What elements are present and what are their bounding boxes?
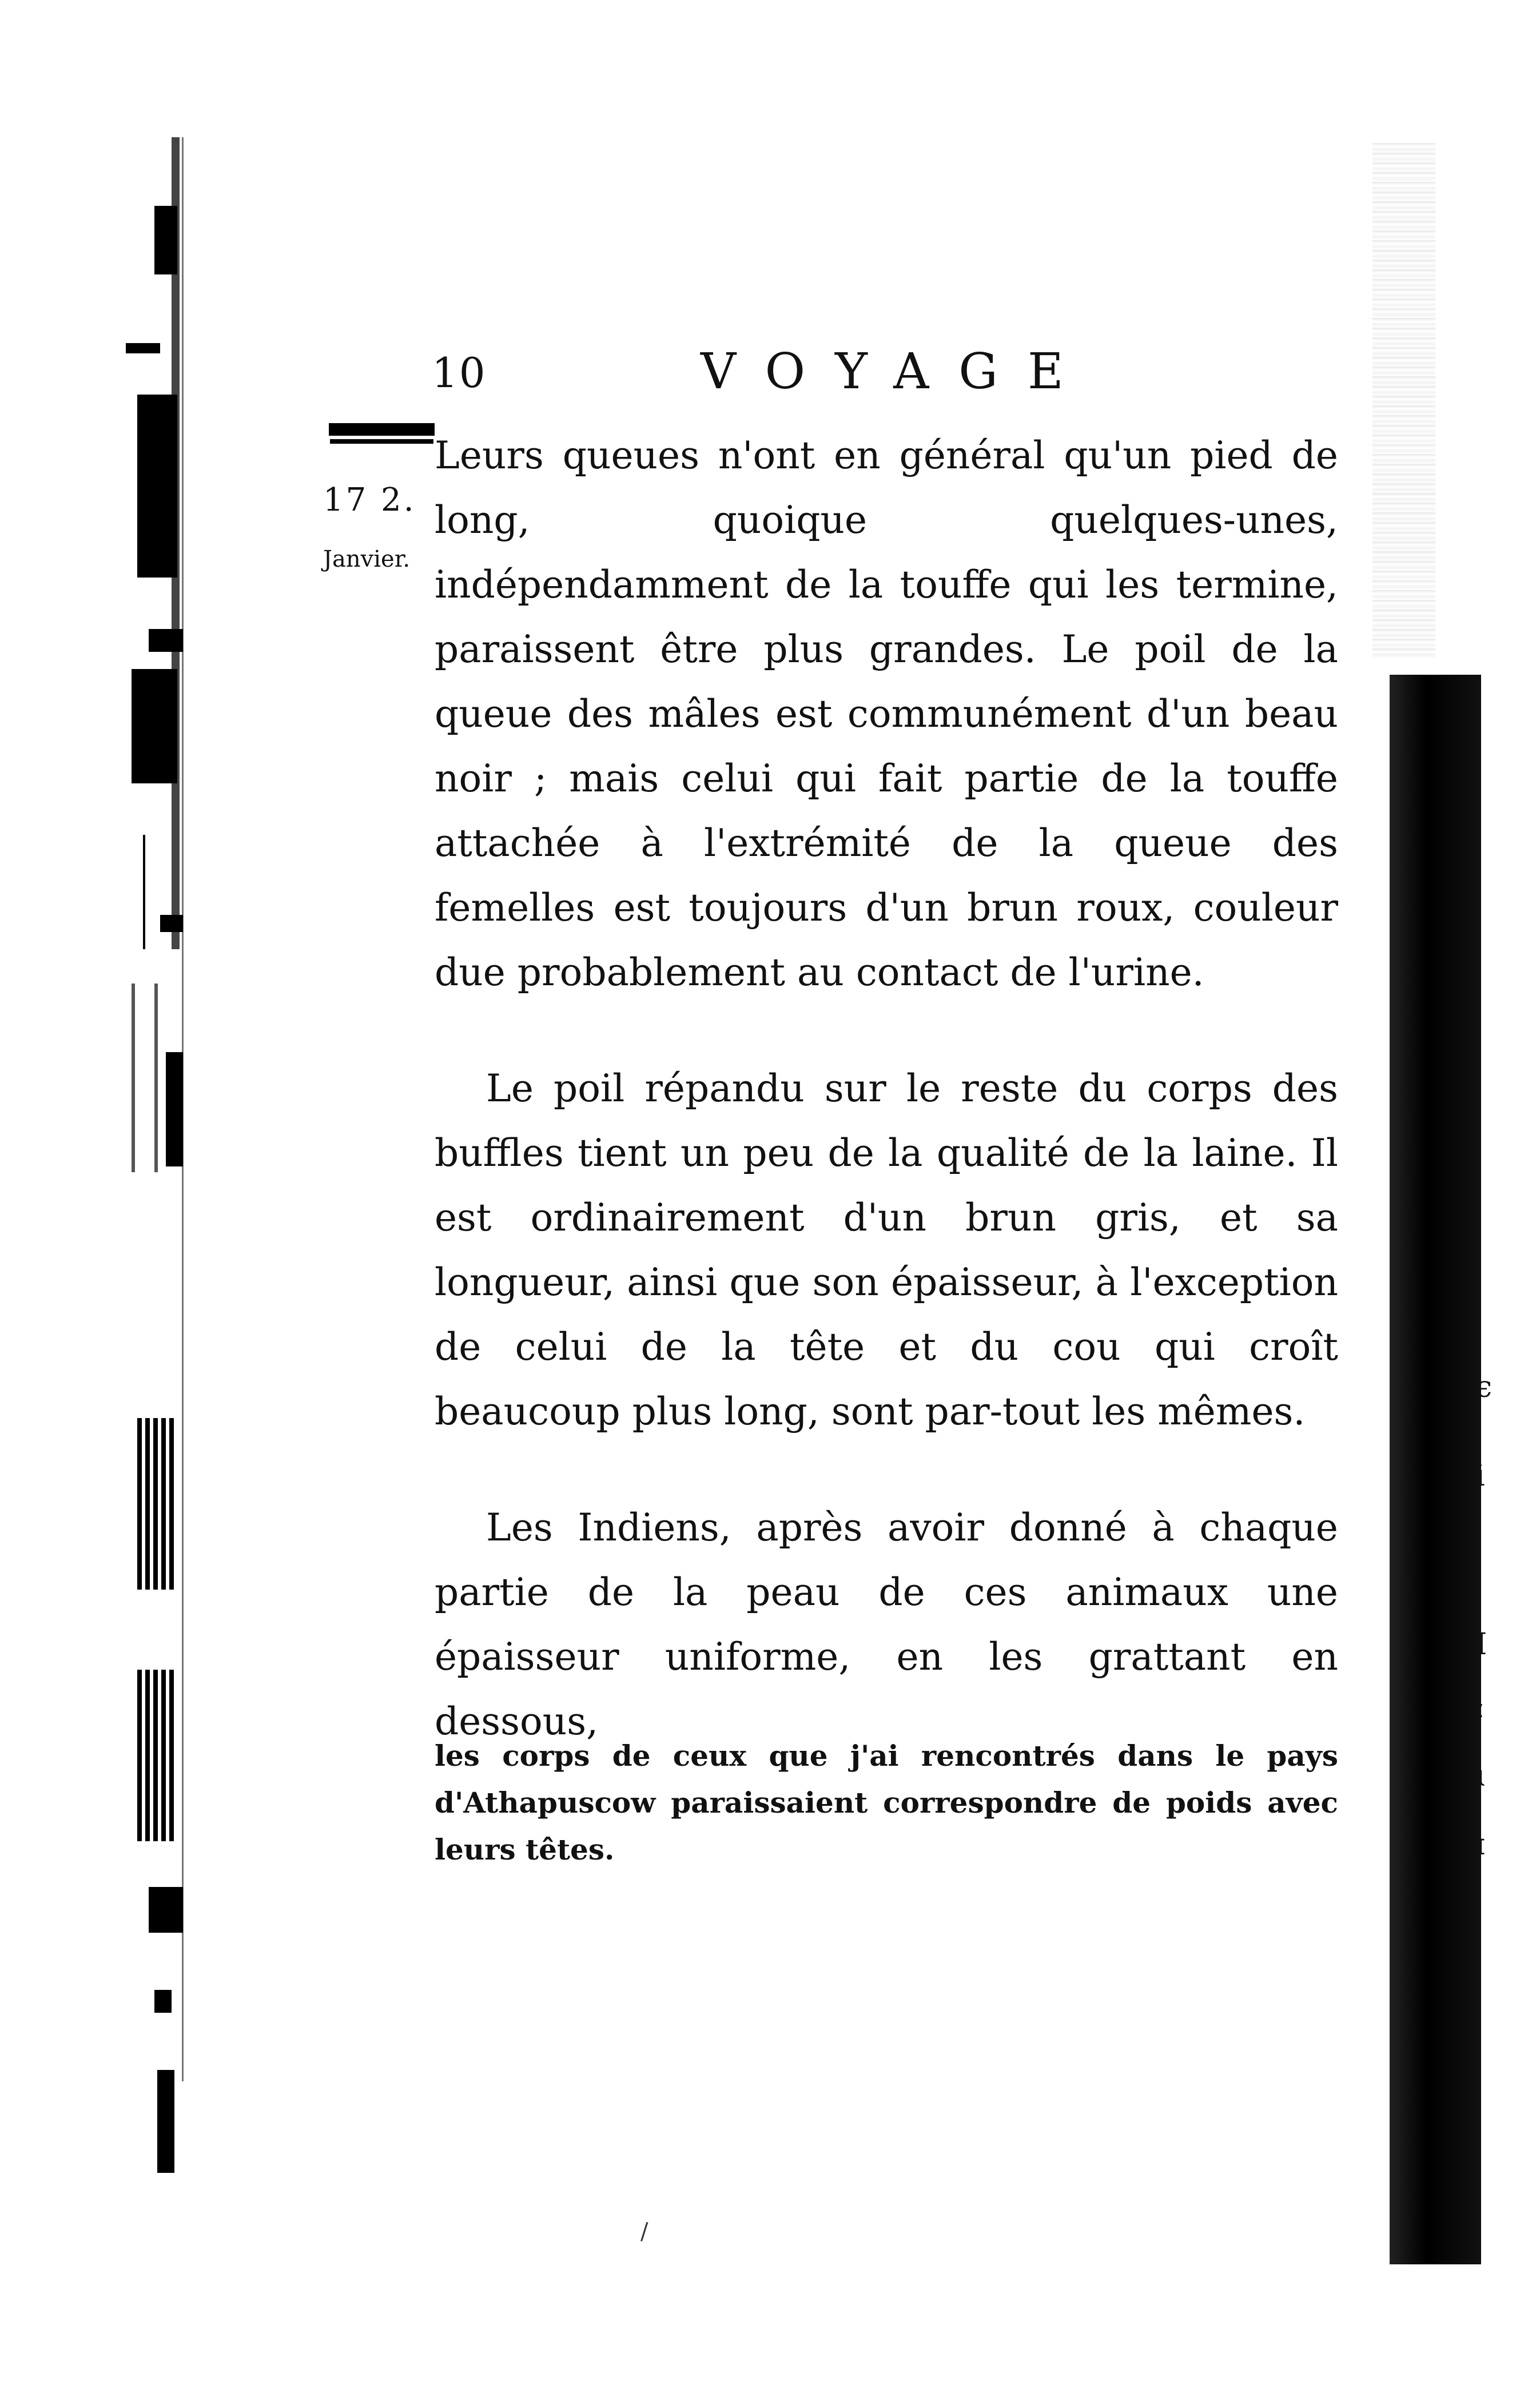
right-edge-shadow xyxy=(1390,675,1481,2264)
right-margin-speckle xyxy=(1372,143,1435,658)
edge-fragment: ɪ xyxy=(1475,1827,1485,1862)
running-header xyxy=(432,343,1347,406)
margin-ornament-rule xyxy=(329,423,435,439)
paragraph-tails: Leurs queues n'ont en général qu'un pied de long, quoique quelques-unes, indépendamment de la touffe qui les termine, paraissent être plus grandes. Le poil de la queue des mâles est communément d'un beau noir ; mais celui qui fait partie de la touffe attachée à l'extrémité de la queue des femelles est toujours d'un brun roux, couleur due probablement au contact de l'urine. xyxy=(435,433,1338,994)
footnote: les corps de ceux que j'ai rencontrés dans le pays d'Athapuscow paraissaient correspondre de poids avec leurs têtes. xyxy=(435,1739,1338,1866)
running-title: VOYAGE xyxy=(701,343,1093,400)
edge-fragment: I xyxy=(1475,1627,1487,1662)
stray-ink-mark: / xyxy=(640,2219,648,2245)
edge-fragment: ː xyxy=(1475,1690,1486,1725)
page-number: 10 xyxy=(432,349,487,397)
paragraph-indians: Les Indiens, après avoir donné à chaque partie de la peau de ces animaux une épaisseur uniforme, en les grattant en dessous, xyxy=(435,1506,1338,1743)
paragraph-body-hair: Le poil répandu sur le reste du corps des buffles tient un peu de la qualité de la laine. Il est ordinairement d'un brun gris, et sa longueur, ainsi que son épaisseur, à l'exception de celui de la tête et du cou qui croît beaucoup plus long, sont par-tout les mêmes. xyxy=(435,1066,1338,1434)
body-text xyxy=(435,423,1338,1754)
edge-fragment: i xyxy=(1475,1459,1485,1493)
edge-fragment: ɩ xyxy=(1475,1759,1487,1793)
edge-fragment: є xyxy=(1475,1370,1493,1404)
margin-note-month: Janvier. xyxy=(323,546,411,572)
margin-note-year: 17 2. xyxy=(323,481,416,519)
left-margin-scan-artifacts xyxy=(114,137,194,2116)
